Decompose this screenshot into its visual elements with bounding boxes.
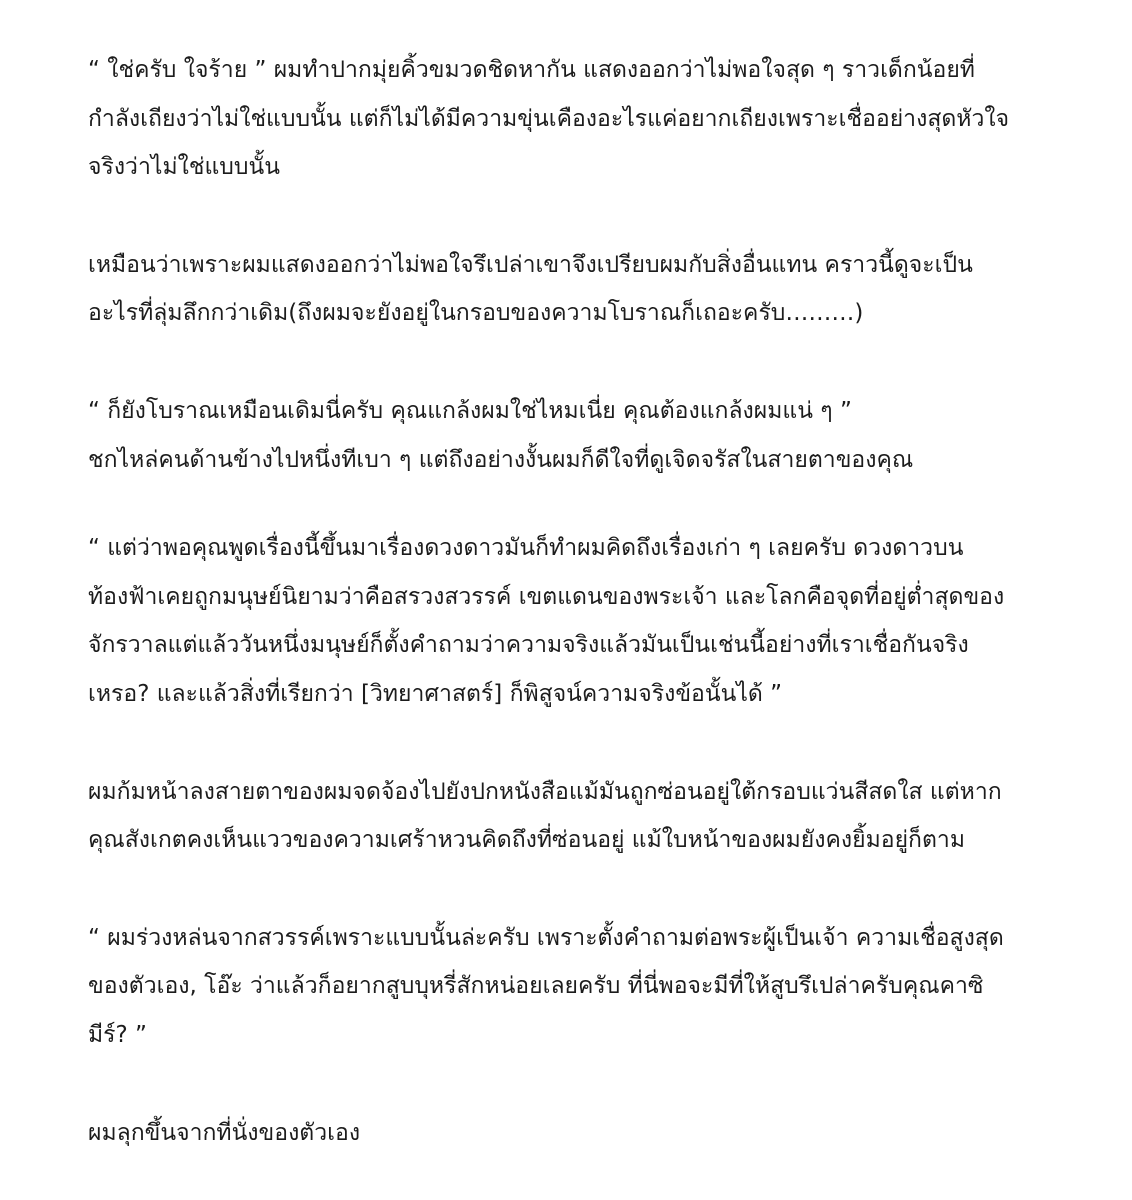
paragraph (88, 914, 1098, 1060)
text-line: เหรอ? และแล้วสิ่งที่เรียกว่า [วิทยาศาสตร์] ก็พิสูจน์ความจริงข้อนั้นได้ ” (88, 680, 783, 707)
paragraph (88, 524, 1098, 718)
text-line: “ ผมร่วงหล่นจากสวรรค์เพราะแบบนั้นล่ะครับ เพราะตั้งคำถามต่อพระผู้เป็นเจ้า ความเชื่อสูงสุด (88, 924, 1004, 951)
paragraph (88, 46, 1098, 192)
text-line: “ ก็ยังโบราณเหมือนเดิมนี่ครับ คุณแกล้งผมใช่ไหมเนี่ย คุณต้องแกล้งผมแน่ ๆ ” (88, 397, 852, 424)
text-line: มีร์? ” (88, 1021, 147, 1048)
document-body (88, 46, 1098, 1157)
text-line: กำลังเถียงว่าไม่ใช่แบบนั้น แต่ก็ไม่ได้มีความขุ่นเคืองอะไรแค่อยากเถียงเพราะเชื่ออย่างสุดหัวใจ (88, 105, 1010, 132)
text-line: จริงว่าไม่ใช่แบบนั้น (88, 154, 280, 181)
paragraph (88, 1109, 1098, 1158)
text-line: ท้องฟ้าเคยถูกมนุษย์นิยามว่าคือสรวงสวรรค์ เขตแดนของพระเจ้า และโลกคือจุดที่อยู่ต่ำสุดของ (88, 583, 1005, 610)
text-line: ผมก้มหน้าลงสายตาของผมจดจ้องไปยังปกหนังสือแม้มันถูกซ่อนอยู่ใต้กรอบแว่นสีสดใส แต่หาก (88, 778, 1002, 805)
text-line: ชกไหล่คนด้านข้างไปหนึ่งทีเบา ๆ แต่ถึงอย่างงั้นผมก็ดีใจที่ดูเจิดจรัสในสายตาของคุณ (88, 446, 914, 473)
text-line: เหมือนว่าเพราะผมแสดงออกว่าไม่พอใจรึเปล่าเขาจึงเปรียบผมกับสิ่งอื่นแทน คราวนี้ดูจะเป็น (88, 251, 973, 278)
text-line: อะไรที่ลุ่มลึกกว่าเดิม(ถึงผมจะยังอยู่ในกรอบของความโบราณก็เถอะครับ………) (88, 300, 864, 327)
paragraph (88, 768, 1098, 865)
paragraph (88, 241, 1098, 338)
text-line: “ แต่ว่าพอคุณพูดเรื่องนี้ขึ้นมาเรื่องดวงดาวมันก็ทำผมคิดถึงเรื่องเก่า ๆ เลยครับ ดวงดาวบน (88, 535, 964, 562)
text-line: คุณสังเกตคงเห็นแววของความเศร้าหวนคิดถึงที่ซ่อนอยู่ แม้ใบหน้าของผมยังคงยิ้มอยู่ก็ตาม (88, 827, 965, 854)
text-line: ของตัวเอง, โอ๊ะ ว่าแล้วก็อยากสูบบุหรี่สักหน่อยเลยครับ ที่นี่พอจะมีที่ให้สูบรึเปล่าครับคุณคาซิ (88, 973, 984, 1000)
text-line: จักรวาลแต่แล้ววันหนึ่งมนุษย์ก็ตั้งคำถามว่าความจริงแล้วมันเป็นเช่นนี้อย่างที่เราเชื่อกันจริง (88, 632, 969, 659)
text-line: ผมลุกขึ้นจากที่นั่งของตัวเอง (88, 1119, 361, 1146)
text-line: “ ใช่ครับ ใจร้าย ” ผมทำปากมุ่ยคิ้วขมวดชิดหากัน แสดงออกว่าไม่พอใจสุด ๆ ราวเด็กน้อยที่ (88, 57, 975, 83)
paragraph (88, 387, 1098, 484)
